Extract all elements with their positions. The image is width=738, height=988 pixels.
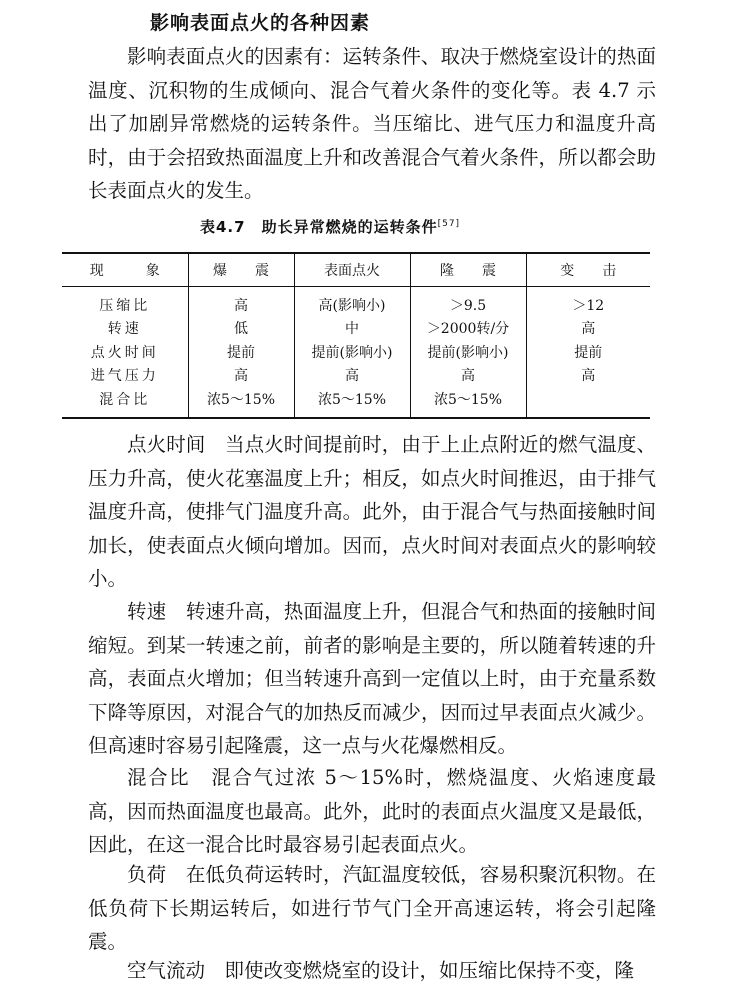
- table-cell: 高: [410, 364, 526, 388]
- paragraph-term: 转速: [127, 600, 167, 623]
- paragraph-text: 在低负荷运转时，汽缸温度较低，容易积聚沉积物。在低负荷下长期运转后，如进行节气门全开高速运转，将会引起隆震。: [88, 863, 656, 953]
- section-heading: 影响表面点火的各种因素: [150, 12, 371, 34]
- table-cell: 提前: [188, 340, 294, 364]
- paragraph-air-flow: [88, 954, 656, 988]
- table-row: [62, 287, 650, 317]
- table-row: [62, 364, 650, 388]
- table-cell: 高: [294, 364, 410, 388]
- table-cell: 中: [294, 317, 410, 341]
- operating-conditions-table: [62, 252, 650, 419]
- paragraph-term: 负荷: [127, 863, 167, 886]
- table-cell: 转速: [107, 321, 142, 338]
- table-cell: 浓5～15%: [188, 387, 294, 418]
- table-row: [62, 317, 650, 341]
- paragraph-text: 混合气过浓 5～15%时，燃烧温度、火焰速度最高，因而热面温度也最高。此外，此时的表面点火温度又是最低，因此，在这一混合比时最容易引起表面点火。: [88, 766, 656, 856]
- table-cell: 提前(影响小): [294, 340, 410, 364]
- paragraph-ignition-timing: [88, 428, 656, 596]
- header-wild-ping: 变 击: [526, 253, 650, 287]
- table-cell: 高: [526, 317, 650, 341]
- table-cell: ＞9.5: [410, 287, 526, 317]
- header-phenomenon: 现 象: [62, 253, 188, 287]
- intro-paragraph: 影响表面点火的因素有：运转条件、取决于燃烧室设计的热面温度、沉积物的生成倾向、混合气着火条件的变化等。表 4.7 示出了加剧异常燃烧的运转条件。当压缩比、进气压力和温度升高时，由于会招致热面温度上升和改善混合气着火条件，所以都会助长表面点火的发生。: [88, 45, 656, 202]
- table-cell: 高: [188, 287, 294, 317]
- paragraph-mixture-ratio: [88, 761, 656, 862]
- table-caption-text: 表4.7 助长异常燃烧的运转条件: [200, 218, 438, 236]
- table-header-row: [62, 253, 650, 287]
- paragraph-engine-speed: [88, 595, 656, 763]
- table-cell: 高: [526, 364, 650, 388]
- table-cell: 进气压力: [90, 368, 159, 385]
- table-cell: 低: [188, 317, 294, 341]
- table-cell: 压缩比: [99, 297, 151, 314]
- header-knock: 爆 震: [188, 253, 294, 287]
- table-cell: 浓5～15%: [294, 387, 410, 418]
- paragraph-text: 即使改变燃烧室的设计，如压缩比保持不变，隆: [224, 959, 635, 982]
- paragraph-term: 点火时间: [127, 433, 206, 456]
- table-cell: [526, 387, 650, 418]
- table-cell: ＞2000转/分: [410, 317, 526, 341]
- table-cell: 提前(影响小): [410, 340, 526, 364]
- table-cell: 点火时间: [90, 344, 159, 361]
- table-cell: 混合比: [99, 391, 151, 408]
- header-surface-ignition: 表面点火: [294, 253, 410, 287]
- table-cell: 浓5～15%: [410, 387, 526, 418]
- table-cell: 高: [188, 364, 294, 388]
- paragraph-load: [88, 858, 656, 959]
- table-cell: 高(影响小): [294, 287, 410, 317]
- table-cell: 提前: [526, 340, 650, 364]
- paragraph-text: 当点火时间提前时，由于上止点附近的燃气温度、压力升高，使火花塞温度上升；相反，如点火时间推迟，由于排气温度升高，使排气门温度升高。此外，由于混合气与热面接触时间加长，使表面点火倾向增加。因而，点火时间对表面点火的影响较小。: [88, 433, 656, 590]
- table-caption: [200, 216, 460, 237]
- paragraph-term: 混合比: [127, 766, 191, 789]
- table-row: [62, 387, 650, 418]
- table-cell: ＞12: [526, 287, 650, 317]
- paragraph-text: 转速升高，热面温度上升，但混合气和热面的接触时间缩短。到某一转速之前，前者的影响是主要的，所以随着转速的升高，表面点火增加；但当转速升高到一定值以上时，由于充量系数下降等原因，对混合气的加热反而减少，因而过早表面点火减少。但高速时容易引起隆震，这一点与火花爆燃相反。: [88, 600, 656, 757]
- table-reference: [57]: [437, 219, 461, 229]
- paragraph-term: 空气流动: [127, 959, 206, 982]
- header-rumble: 隆 震: [410, 253, 526, 287]
- table-row: [62, 340, 650, 364]
